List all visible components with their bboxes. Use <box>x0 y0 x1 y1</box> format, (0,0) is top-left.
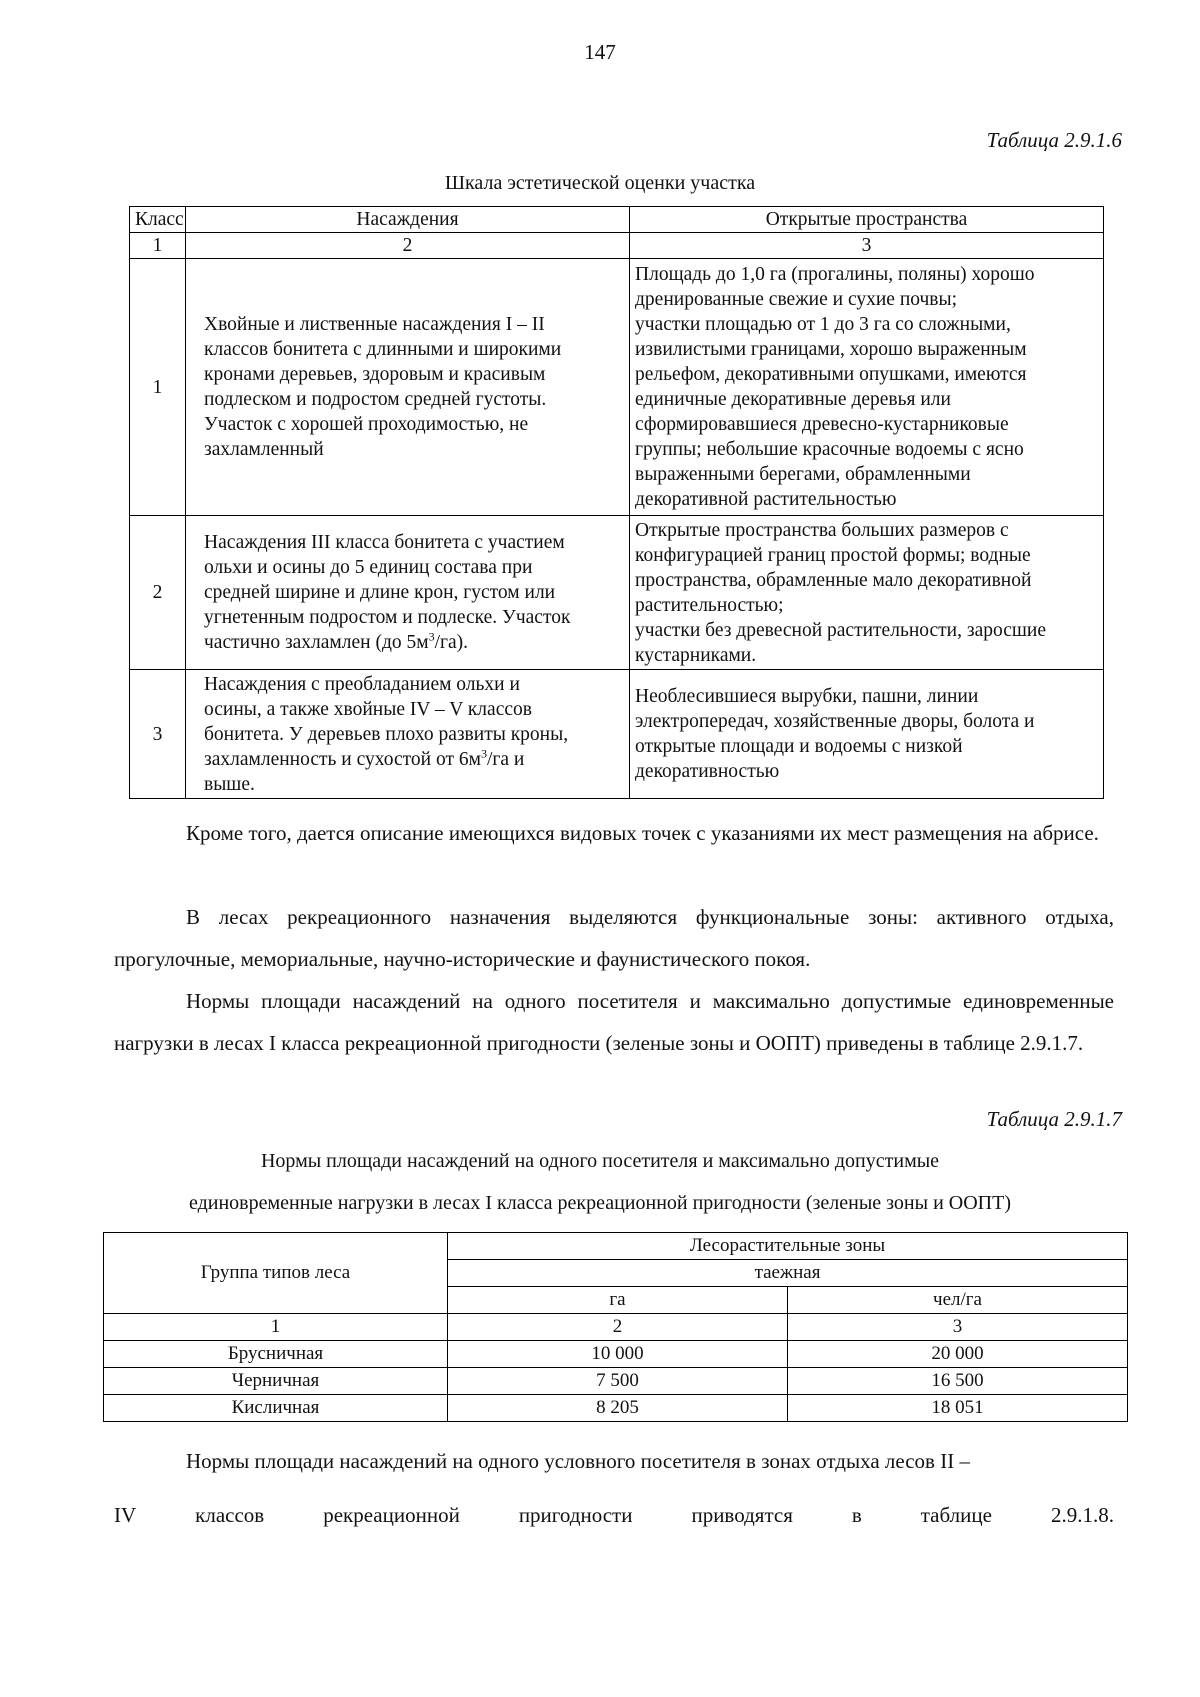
text-line <box>204 630 624 655</box>
paragraph-viewpoints: Кроме того, дается описание имеющихся видовых точек с указаниями их мест размещения на абрисе. <box>186 821 1099 845</box>
table-title-1: Шкала эстетической оценки участка <box>444 172 756 194</box>
col-number: 1 <box>104 1314 448 1341</box>
column-number-row <box>130 233 1104 259</box>
word: в <box>851 1503 862 1527</box>
text-line: единичные декоративные деревья или <box>635 389 951 410</box>
word: IV <box>114 1503 137 1527</box>
text-fragment: /га и <box>486 748 525 770</box>
text-fragment: /га). <box>434 632 469 653</box>
table-row <box>130 516 1104 670</box>
text-line: пространства, обрамленные мало декоративной <box>635 569 1032 591</box>
paragraph-functional-zones: В лесах рекреационного назначения выделяются функциональные зоны: активного отдыха, прогулочные, мемориальные, научно-исторические и фаунистического покоя. <box>114 905 1114 971</box>
col-number: 2 <box>448 1314 788 1341</box>
table-row <box>130 259 1104 516</box>
table-row <box>104 1341 1128 1368</box>
word: 2.9.1.8. <box>1050 1503 1114 1527</box>
page-number: 147 <box>584 40 616 64</box>
text-line: электропередач, хозяйственные дворы, болота и <box>635 711 1035 732</box>
aesthetic-scale-table <box>129 206 1104 799</box>
ha-cell: 8 205 <box>448 1395 788 1422</box>
text-line <box>204 747 624 772</box>
header-ha: га <box>448 1287 788 1314</box>
text-line: угнетенным подростом и подлеске. Участок <box>204 607 571 628</box>
text-line: Хвойные и лиственные насаждения I – II <box>204 314 545 335</box>
text-line: кустарниками. <box>635 644 757 666</box>
text-line: извилистыми границами, хорошо выраженным <box>635 339 1027 360</box>
text-line: Необлесившиеся вырубки, пашни, линии <box>635 686 979 707</box>
text-line: декоративной растительностью <box>635 489 897 510</box>
col-number: 1 <box>130 233 186 259</box>
class-cell: 2 <box>130 516 186 670</box>
header-open-spaces: Открытые пространства <box>630 207 1104 233</box>
word: таблице <box>920 1503 992 1527</box>
header-taiga: таежная <box>448 1260 1128 1287</box>
text-line: группы; небольшие красочные водоемы с ясно <box>635 439 1024 460</box>
header-plantings: Насаждения <box>186 207 630 233</box>
visitor-norms-table <box>103 1232 1128 1422</box>
text-fragment: захламленность и сухостой от 6м <box>204 748 481 770</box>
text-line: Насаждения с преобладанием ольхи и <box>204 673 520 695</box>
forest-type-cell: Брусничная <box>104 1341 448 1368</box>
word: приводятся <box>691 1503 793 1527</box>
col-number: 3 <box>788 1314 1128 1341</box>
text-line: Открытые пространства больших размеров с <box>635 519 1009 541</box>
text-line: конфигурацией границ простой формы; водные <box>635 544 1031 566</box>
plantings-cell <box>186 516 630 670</box>
class-cell: 3 <box>130 670 186 799</box>
people-cell: 18 051 <box>788 1395 1128 1422</box>
text-line: дренированные свежие и сухие почвы; <box>635 289 958 310</box>
class-cell: 1 <box>130 259 186 516</box>
table-header-row <box>104 1233 1128 1260</box>
forest-type-cell: Кисличная <box>104 1395 448 1422</box>
header-people-per-ha: чел/га <box>788 1287 1128 1314</box>
paragraph-norms: Нормы площади насаждений на одного посетителя и максимально допустимые единовременные нагрузки в лесах I класса рекреационной пригодности (зеленые зоны и ООПТ) приведены в таблице 2.9.1.7. <box>114 989 1114 1055</box>
header-forest-zones: Лесорастительные зоны <box>448 1233 1128 1260</box>
table-header-row <box>130 207 1104 233</box>
plantings-cell <box>186 259 630 516</box>
text-line: выше. <box>204 773 255 795</box>
plantings-cell <box>186 670 630 799</box>
text-line: захламленный <box>204 439 324 460</box>
column-number-row <box>104 1314 1128 1341</box>
text-line: Насаждения III класса бонитета с участием <box>204 532 565 553</box>
table-caption-1: Таблица 2.9.1.6 <box>986 128 1122 152</box>
forest-type-cell: Черничная <box>104 1368 448 1395</box>
text-line: участки без древесной растительности, заросшие <box>635 619 1046 641</box>
header-class: Класс <box>130 207 186 233</box>
open-spaces-cell <box>630 670 1104 799</box>
text-line: открытые площади и водоемы с низкой <box>635 736 963 757</box>
table-row <box>104 1395 1128 1422</box>
col-number: 2 <box>186 233 630 259</box>
text-fragment: частично захламлен (до 5м <box>204 632 429 653</box>
table-row <box>130 670 1104 799</box>
ha-cell: 7 500 <box>448 1368 788 1395</box>
superscript: 3 <box>480 746 487 760</box>
text-line: растительностью; <box>635 594 784 616</box>
text-line: рельефом, декоративными опушками, имеются <box>635 364 1027 385</box>
table-row <box>104 1368 1128 1395</box>
table-title-2-line2: единовременные нагрузки в лесах I класса рекреационной пригодности (зеленые зоны и ООПТ) <box>188 1192 1011 1214</box>
col-number: 3 <box>630 233 1104 259</box>
paragraph-conditional-visitor: Нормы площади насаждений на одного условного посетителя в зонах отдыха лесов II – <box>186 1449 970 1473</box>
text-line: участки площадью от 1 до 3 га со сложными, <box>635 314 1011 335</box>
text-line: Участок с хорошей проходимостью, не <box>204 414 529 435</box>
text-line: осины, а также хвойные IV – V классов <box>204 698 532 720</box>
open-spaces-cell <box>630 516 1104 670</box>
paragraph-conditional-visitor-line2 <box>114 1503 1114 1528</box>
superscript: 3 <box>428 629 435 644</box>
open-spaces-cell <box>630 259 1104 516</box>
text-line: подлеском и подростом средней густоты. <box>204 389 547 410</box>
text-line: ольхи и осины до 5 единиц состава при <box>204 557 533 578</box>
header-forest-type-group: Группа типов леса <box>104 1233 448 1314</box>
word: классов <box>195 1503 265 1527</box>
people-cell: 20 000 <box>788 1341 1128 1368</box>
text-line: сформировавшиеся древесно-кустарниковые <box>635 414 1009 435</box>
text-line: бонитета. У деревьев плохо развиты кроны, <box>204 723 569 745</box>
word: рекреационной <box>323 1503 460 1527</box>
table-caption-2: Таблица 2.9.1.7 <box>986 1107 1122 1131</box>
ha-cell: 10 000 <box>448 1341 788 1368</box>
text-line: кронами деревьев, здоровым и красивым <box>204 364 546 385</box>
text-line: классов бонитета с длинными и широкими <box>204 339 562 360</box>
table-title-2-line1: Нормы площади насаждений на одного посетителя и максимально допустимые <box>260 1150 940 1172</box>
text-line: средней ширине и длине крон, густом или <box>204 582 556 603</box>
text-line: Площадь до 1,0 га (прогалины, поляны) хорошо <box>635 264 1035 285</box>
text-line: выраженными берегами, обрамленными <box>635 464 971 485</box>
text-line: декоративностью <box>635 761 780 782</box>
word: пригодности <box>518 1503 633 1527</box>
people-cell: 16 500 <box>788 1368 1128 1395</box>
